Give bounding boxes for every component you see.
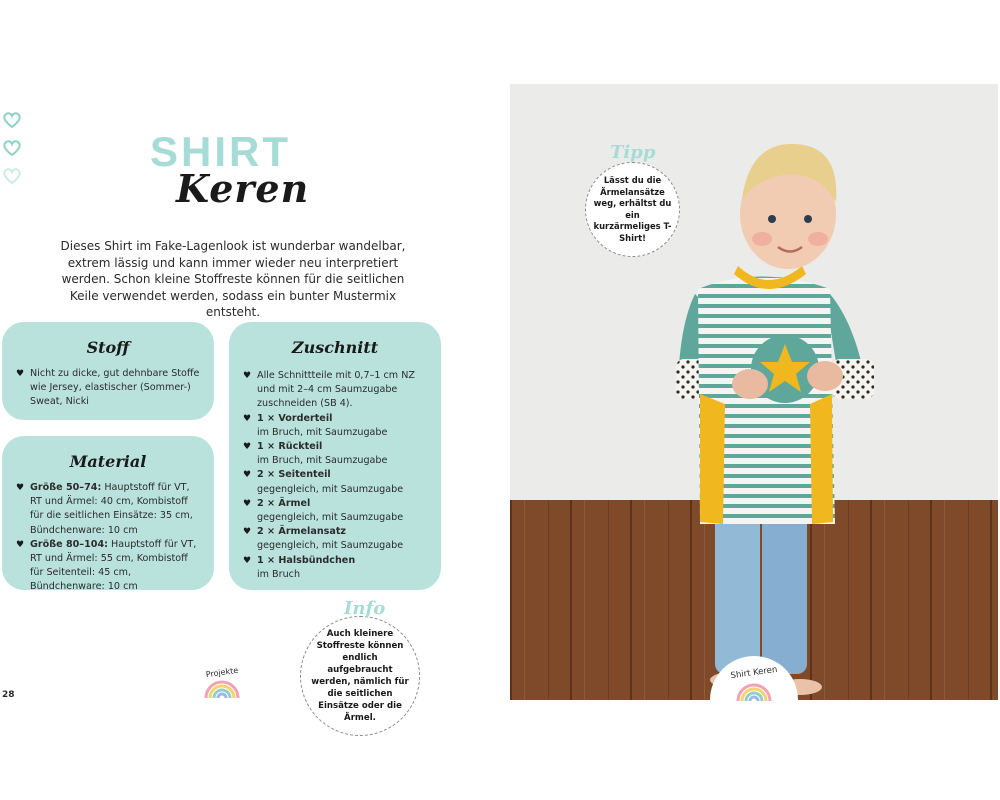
stoff-list [16, 367, 200, 410]
list-item: ♥ 1 × Halsbündchen im Bruch [243, 554, 356, 580]
intro-text: Dieses Shirt im Fake-Lagenlook ist wunderbar wandelbar, extrem lässig und kann immer wieder neu interpretiert werden. Schon kleine Stoffreste können für die seitlichen Keile verwendet werden, sodass ein bunter Mustermix entsteht. [60, 239, 406, 319]
tipp-label: Tipp [610, 142, 656, 163]
stoff-card [2, 322, 214, 420]
zuschnitt-title: Zuschnitt [291, 338, 379, 357]
page-title: SHIRT [150, 128, 291, 175]
list-item: ♥ Alle Schnittteile mit 0,7–1 cm NZ und mit 2–4 cm Saumzugabe zuschneiden (SB 4). [243, 370, 415, 410]
photo-illustration [510, 84, 998, 700]
material-list [16, 481, 200, 595]
list-item: ♥ Größe 80–104: Hauptstoff für VT, RT und Ärmel: 55 cm, Kombistoff für Seitenteil: 45 cm, Bündchenware: 10 cm [16, 538, 197, 593]
heart-icon [2, 166, 22, 186]
heart-icon [2, 138, 22, 158]
rainbow-icon [202, 677, 242, 699]
bullet-heart-icon: ♥ [16, 483, 25, 493]
info-label: Info [344, 598, 386, 619]
list-item: ♥ 1 × Rückteil im Bruch, mit Saumzugabe [243, 441, 388, 467]
list-item: ♥ 1 × Vorderteil im Bruch, mit Saumzugabe [243, 412, 388, 438]
list-item: ♥ 2 × Ärmelansatz gegengleich, mit Saumzugabe [243, 526, 404, 552]
page-subtitle: Keren [176, 166, 310, 211]
rainbow-icon [734, 680, 774, 702]
shirt-keren-label: Shirt Keren [730, 664, 778, 682]
shirt-keren-tab[interactable] [710, 656, 798, 744]
info-bubble [300, 616, 420, 736]
projekte-label: Projekte [205, 665, 239, 680]
bullet-heart-icon: ♥ [243, 555, 252, 566]
photo-child-shirt [510, 84, 998, 700]
tipp-bubble [585, 162, 680, 257]
zuschnitt-card [229, 322, 441, 590]
tipp-text: Lässt du die Ärmelansätze weg, erhältst du ein kurzärmeliges T-Shirt! [593, 175, 672, 243]
list-item: ♥ Nicht zu dicke, gut dehnbare Stoffe wie Jersey, elastischer (Sommer-) Sweat, Nicki [16, 368, 200, 408]
heart-icon [2, 110, 22, 130]
bullet-heart-icon: ♥ [243, 470, 252, 481]
bullet-heart-icon: ♥ [243, 371, 252, 381]
bullet-heart-icon: ♥ [243, 442, 252, 453]
info-text: Auch kleinere Stoffreste können endlich aufgebraucht werden, nämlich für die seitlichen Einsätze oder die Ärmel. [311, 629, 409, 723]
hearts-decoration [2, 110, 24, 194]
bullet-heart-icon: ♥ [243, 527, 252, 538]
list-item: ♥ 2 × Seitenteil gegengleich, mit Saumzugabe [243, 469, 404, 495]
material-card [2, 436, 214, 593]
stoff-title: Stoff [86, 338, 130, 357]
bullet-heart-icon: ♥ [16, 539, 25, 550]
bullet-heart-icon: ♥ [243, 413, 252, 424]
list-item: ♥ Größe 50–74: Hauptstoff für VT, RT und Ärmel: 40 cm, Kombistoff für die seitlichen Einsätze: 35 cm, Bündchenware: 10 cm [16, 482, 193, 536]
list-item: ♥ 2 × Ärmel gegengleich, mit Saumzugabe [243, 497, 404, 524]
bullet-heart-icon: ♥ [16, 369, 25, 379]
material-title: Material [69, 452, 147, 471]
projekte-tab[interactable] [200, 665, 244, 703]
zuschnitt-list [243, 369, 427, 582]
bullet-heart-icon: ♥ [243, 498, 252, 509]
page-number: 28 [2, 690, 15, 700]
